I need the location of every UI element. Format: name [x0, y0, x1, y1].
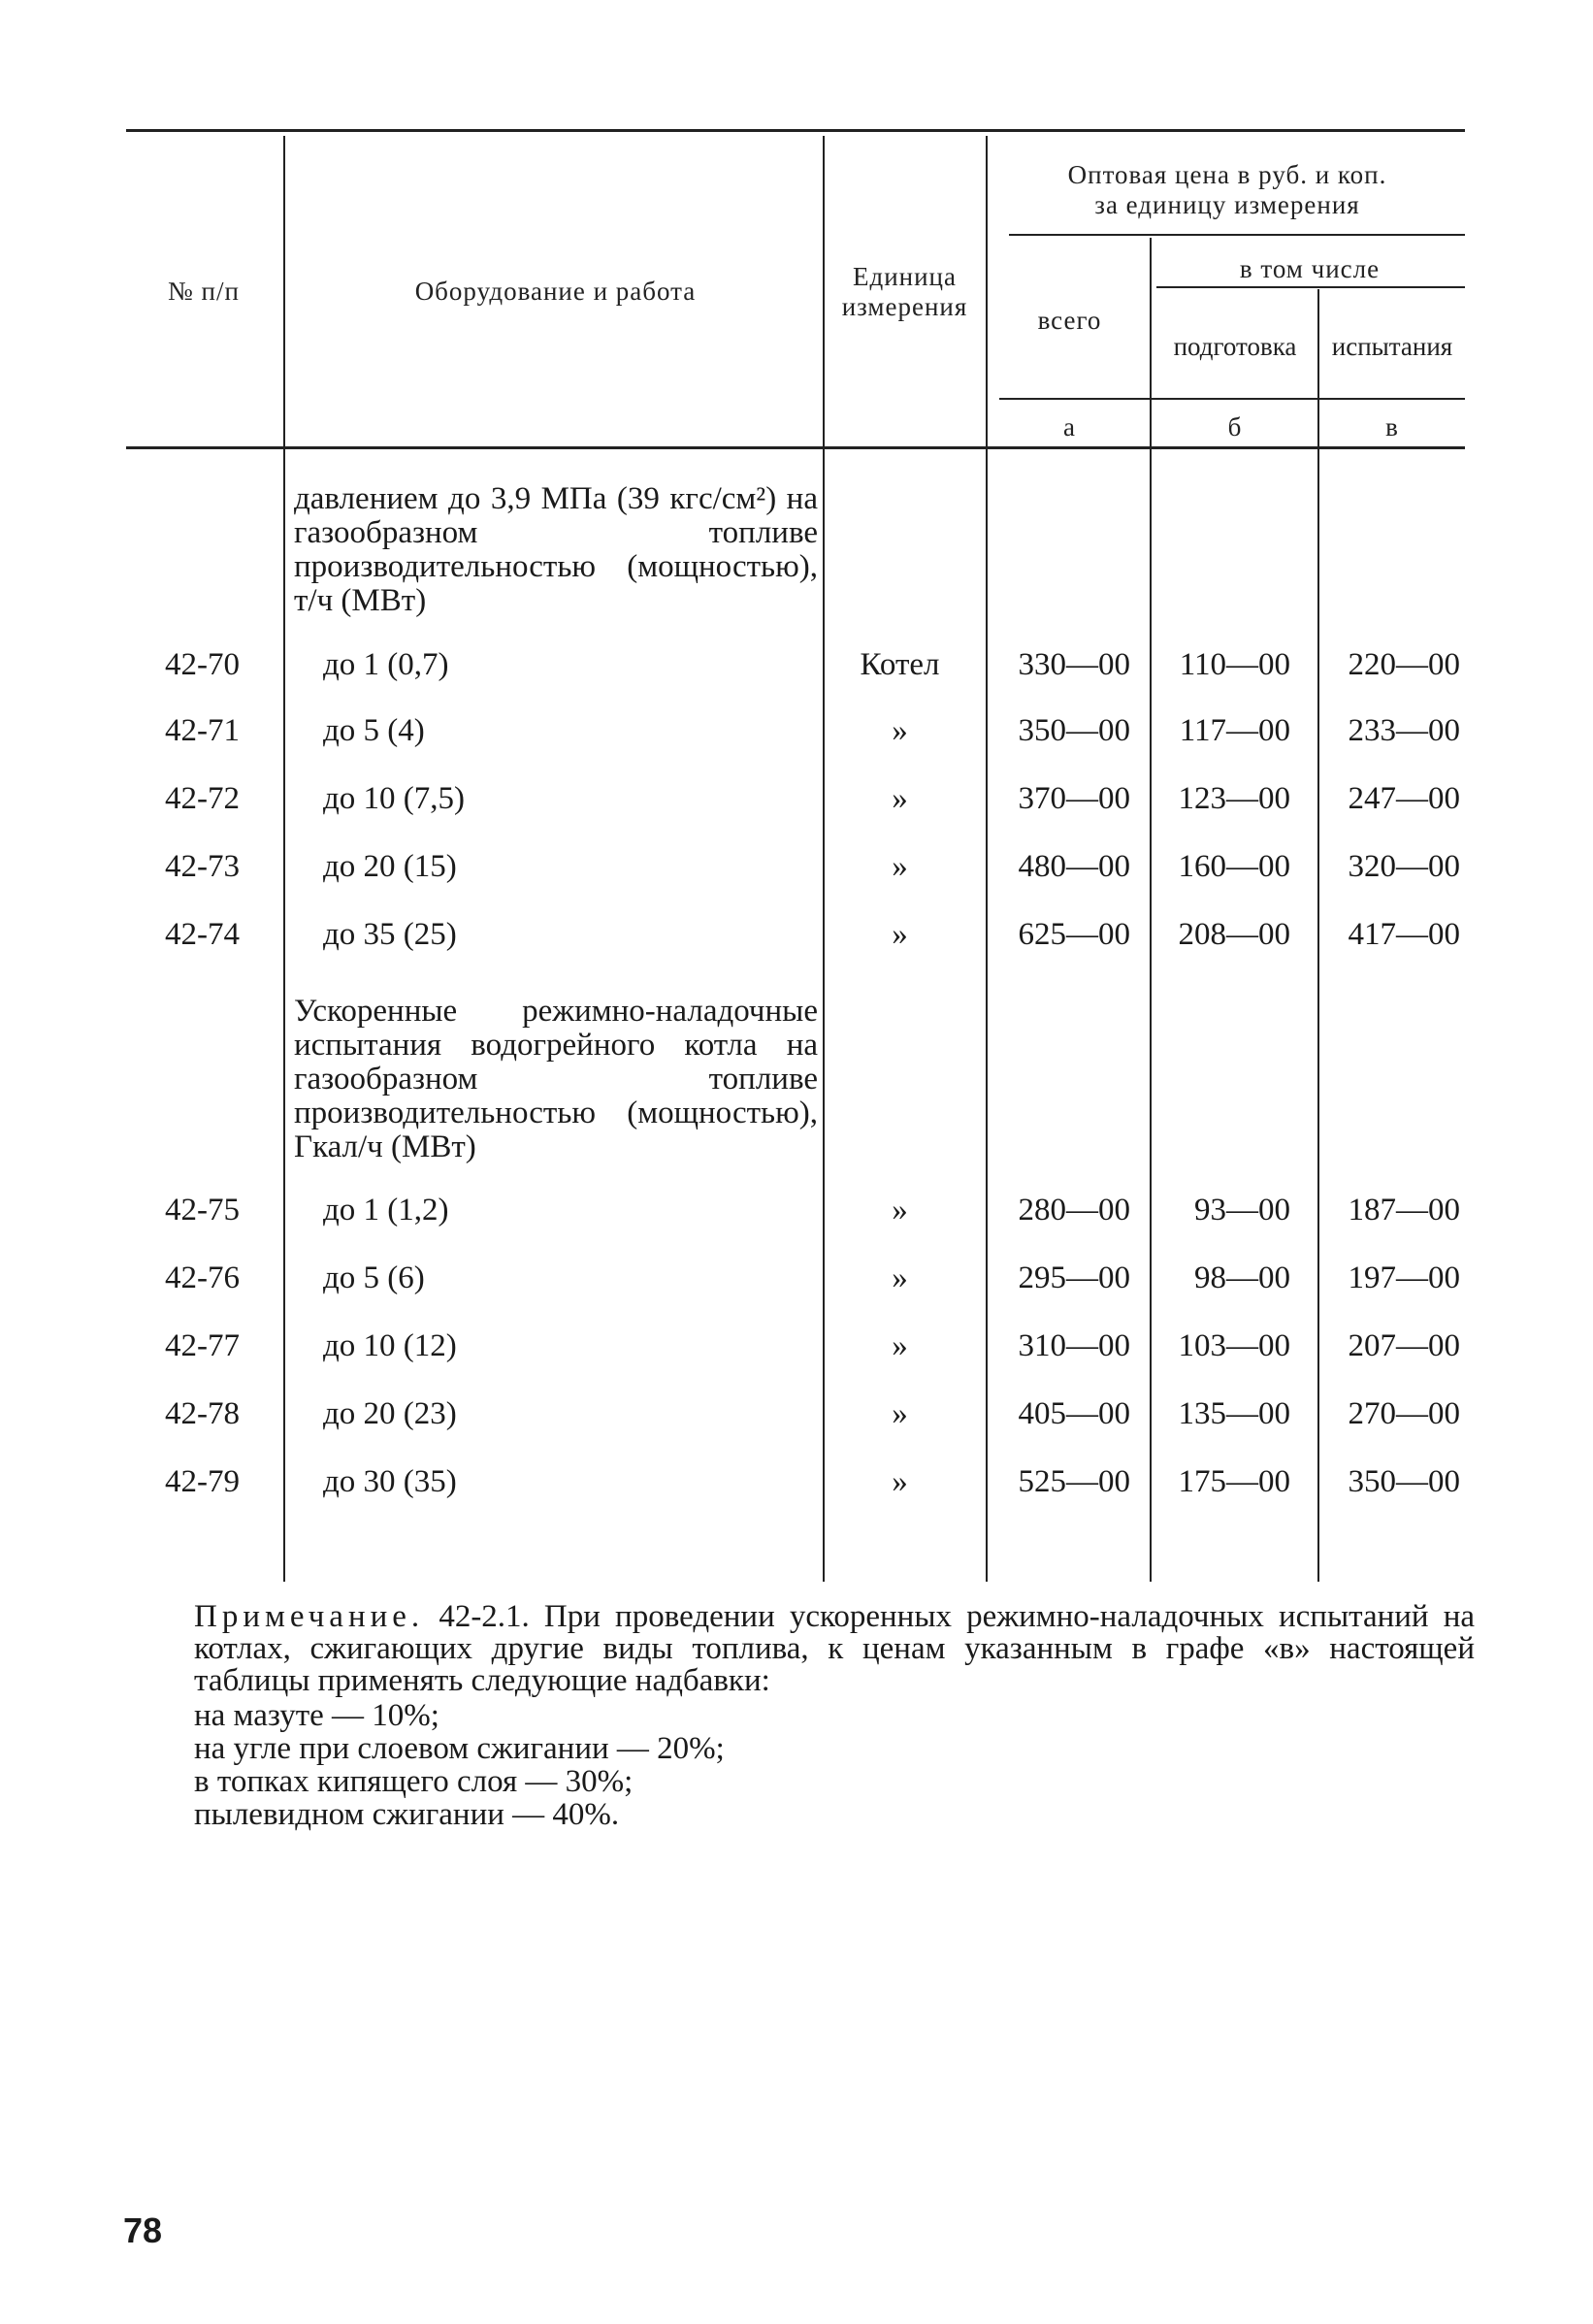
note-item: в топках кипящего слоя — 30%; [194, 1764, 634, 1799]
header-letter-v: в [1385, 412, 1399, 442]
row-price-test: 320—00 [1348, 849, 1460, 884]
page-number: 78 [123, 2210, 163, 2250]
row-price-total: 310—00 [1018, 1328, 1130, 1363]
header-col-prep: подготовка [1173, 332, 1297, 361]
row-price-test: 220—00 [1348, 647, 1460, 682]
row-price-prep: 98—00 [1194, 1260, 1290, 1295]
price-group-rule [1009, 234, 1465, 236]
row-price-prep: 160—00 [1178, 849, 1290, 884]
row-equipment: до 20 (15) [323, 849, 457, 884]
header-unit-line2: измерения [841, 292, 968, 321]
header-price-line2: за единицу измерения [1094, 190, 1360, 219]
row-equipment: до 30 (35) [323, 1464, 457, 1499]
header-price-line1: Оптовая цена в руб. и коп. [1067, 160, 1387, 189]
row-number: 42-72 [165, 781, 240, 816]
row-number: 42-71 [165, 713, 240, 748]
header-letter-b: б [1227, 412, 1243, 442]
row-unit: » [892, 1464, 908, 1499]
row-unit: » [892, 1260, 908, 1295]
row-equipment: до 1 (1,2) [323, 1193, 449, 1227]
note-label: Примечание. [194, 1599, 425, 1634]
row-equipment: до 5 (6) [323, 1260, 425, 1295]
row-price-prep: 93—00 [1194, 1193, 1290, 1227]
row-price-prep: 103—00 [1178, 1328, 1290, 1363]
header-bottom-rule [126, 446, 1465, 449]
row-unit: » [892, 917, 908, 952]
row-unit: » [892, 713, 908, 748]
col-divider-4 [1150, 238, 1152, 1582]
header-incl-group: в том числе [1239, 254, 1381, 283]
incl-group-rule [1156, 286, 1465, 288]
row-price-prep: 175—00 [1178, 1464, 1290, 1499]
row-equipment: до 10 (12) [323, 1328, 457, 1363]
row-unit: » [892, 1328, 908, 1363]
row-price-prep: 208—00 [1178, 917, 1290, 952]
row-price-prep: 135—00 [1178, 1396, 1290, 1431]
header-col-total: всего [1037, 306, 1102, 335]
row-number: 42-79 [165, 1464, 240, 1499]
row-unit: » [892, 1193, 908, 1227]
row-unit: » [892, 781, 908, 816]
header-col-equipment: Оборудование и работа [414, 277, 697, 306]
note-paragraph [194, 1601, 1475, 1697]
row-price-test: 233—00 [1348, 713, 1460, 748]
row-equipment: до 1 (0,7) [323, 647, 449, 682]
table-top-rule [126, 129, 1465, 132]
row-number: 42-77 [165, 1328, 240, 1363]
row-price-total: 480—00 [1018, 849, 1130, 884]
row-price-total: 280—00 [1018, 1193, 1130, 1227]
letters-rule [999, 398, 1465, 400]
row-equipment: до 5 (4) [323, 713, 425, 748]
row-unit: » [892, 1396, 908, 1431]
header-letter-a: а [1063, 412, 1076, 442]
col-divider-1 [283, 136, 285, 1582]
row-price-total: 370—00 [1018, 781, 1130, 816]
row-price-total: 330—00 [1018, 647, 1130, 682]
row-number: 42-78 [165, 1396, 240, 1431]
row-equipment: до 35 (25) [323, 917, 457, 952]
group1-description: давлением до 3,9 МПа (39 кгс/см²) на газообразном топливе производительностью (мощностью), т/ч (МВт) [294, 481, 818, 618]
row-price-test: 187—00 [1348, 1193, 1460, 1227]
header-col-test: испытания [1331, 332, 1453, 361]
row-price-total: 625—00 [1018, 917, 1130, 952]
row-number: 42-76 [165, 1260, 240, 1295]
row-price-prep: 123—00 [1178, 781, 1290, 816]
note-text: 42-2.1. При проведении ускоренных режимно-наладочных испытаний на котлах, сжигающих другие виды топлива, к ценам указанным в графе «в» настоящей таблицы применять следующие надбавки: [194, 1599, 1476, 1698]
row-price-test: 207—00 [1348, 1328, 1460, 1363]
row-price-total: 525—00 [1018, 1464, 1130, 1499]
row-price-test: 247—00 [1348, 781, 1460, 816]
col-divider-5 [1317, 289, 1319, 1582]
row-price-prep: 117—00 [1179, 713, 1290, 748]
row-price-total: 405—00 [1018, 1396, 1130, 1431]
row-number: 42-73 [165, 849, 240, 884]
header-price-group [994, 160, 1460, 220]
row-price-test: 270—00 [1348, 1396, 1460, 1431]
row-unit: » [892, 849, 908, 884]
row-number: 42-74 [165, 917, 240, 952]
row-number: 42-70 [165, 647, 240, 682]
row-price-test: 350—00 [1348, 1464, 1460, 1499]
row-price-test: 417—00 [1348, 917, 1460, 952]
row-price-total: 295—00 [1018, 1260, 1130, 1295]
row-equipment: до 20 (23) [323, 1396, 457, 1431]
row-price-test: 197—00 [1348, 1260, 1460, 1295]
header-unit-line1: Единица [852, 262, 957, 291]
note-item: пылевидном сжигании — 40%. [194, 1797, 620, 1832]
row-equipment: до 10 (7,5) [323, 781, 466, 816]
header-col-no: № п/п [168, 277, 240, 306]
row-unit: Котел [860, 647, 940, 682]
row-price-prep: 110—00 [1179, 647, 1290, 682]
row-price-total: 350—00 [1018, 713, 1130, 748]
note-item: на угле при слоевом сжигании — 20%; [194, 1731, 725, 1766]
group2-description: Ускоренные режимно-наладочные испытания водогрейного котла на газообразном топливе производительностью (мощностью), Гкал/ч (МВт) [294, 994, 818, 1164]
note-item: на мазуте — 10%; [194, 1698, 439, 1733]
row-number: 42-75 [165, 1193, 240, 1227]
col-divider-3 [986, 136, 988, 1582]
header-col-unit [825, 262, 985, 322]
